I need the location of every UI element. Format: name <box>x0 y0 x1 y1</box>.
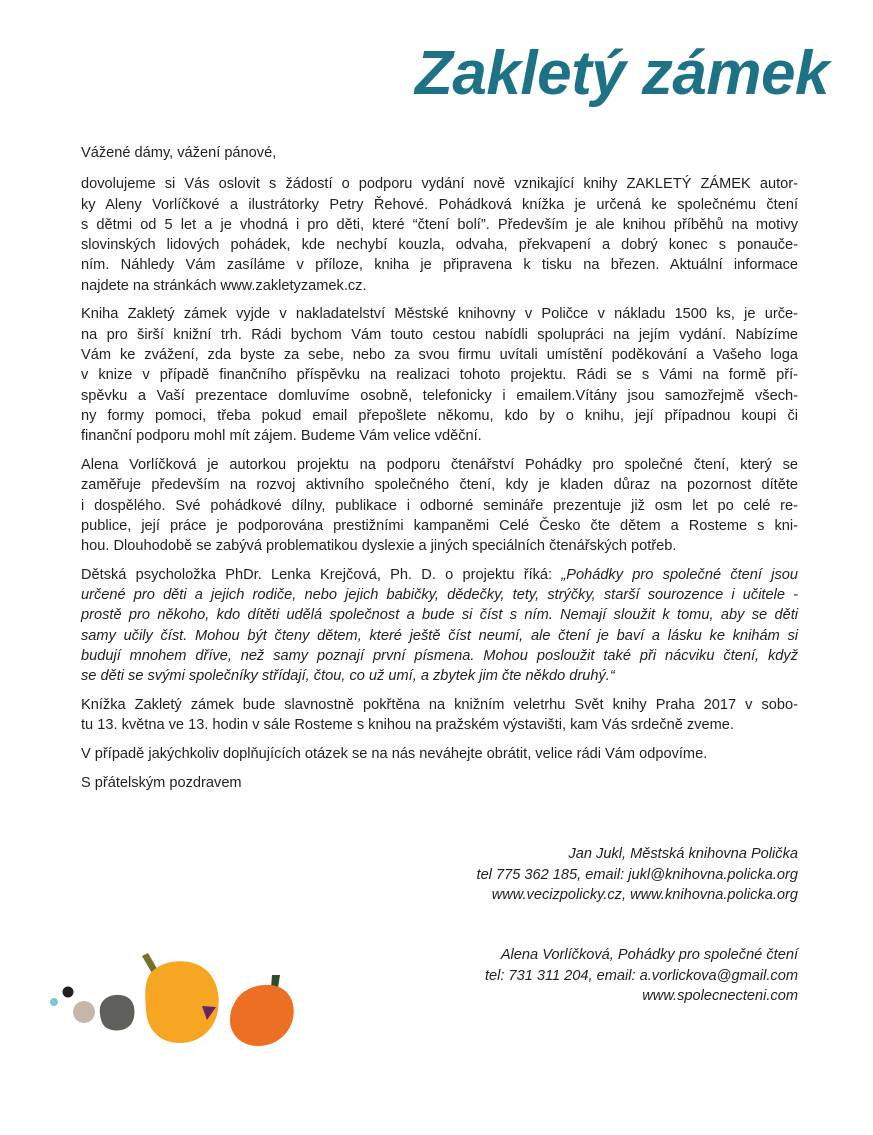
text-line: ny formy pomoci, třeba pokud email přepošlete někomu, kdo by o knihu, její případnou koupi či <box>81 407 798 424</box>
text-line: ním. Náhledy Vám zasíláme v příloze, kniha je připravena k tisku na březen. Aktuální informace <box>81 257 798 274</box>
text-line <box>81 565 798 585</box>
blue-dot <box>50 998 58 1006</box>
signature-name: Jan Jukl, Městská knihovna Polička <box>568 846 798 862</box>
text-line: Vám ke zvážení, zda byste za sebe, nebo za svou firmu uvítali umístění poděkování a Vašeho loga <box>81 347 798 364</box>
closing: S přátelským pozdravem <box>81 774 242 791</box>
paragraph-psychologist-quote <box>81 565 798 687</box>
quote-intro: Dětská psycholožka PhDr. Lenka Krejčová, Ph. D. o projektu říká: <box>81 566 562 583</box>
text-line: hou. Dlouhodobě se zabývá problematikou dyslexie a jiných speciálních čtenářských potřeb. <box>81 538 677 555</box>
quote-text: „Pohádky pro společné čtení jsou <box>561 566 798 583</box>
text-line: zaměřuje především na rozvoj aktivního společného čtení, kdy je kladen důraz na pozornost dítěte <box>81 477 798 494</box>
text-line: spěvku a Vaší prezentace domluvíme osobně, telefonicky i emailem.Vítány jsou samozřejmě všech- <box>81 387 798 404</box>
text-line: Alena Vorlíčková je autorkou projektu na podporu čtenářství Pohádky pro společné čtení, který se <box>81 456 798 473</box>
small-pumpkin <box>230 985 294 1046</box>
salutation: Vážené dámy, vážení pánové, <box>81 145 277 161</box>
text-line: i dospělého. Své pohádkové dílny, publikace i odborné semináře prezentuje již osm let po celé re- <box>81 497 798 514</box>
signature-web: www.spolecnecteni.com <box>642 988 798 1005</box>
text-line: Knížka Zakletý zámek bude slavnostně pokřtěna na knižním veletrhu Svět knihy Praha 2017 v sobo- <box>81 696 798 713</box>
paragraph-author <box>81 455 798 556</box>
signature-name: Alena Vorlíčková, Pohádky pro společné čtení <box>500 947 798 963</box>
text-line: finanční podporu mohl mít zájem. Budeme Vám velice vděční. <box>81 428 482 445</box>
text-line: publice, její práce je podporována prestižními kampaněmi Celé Česko čte dětem a Rosteme s kni- <box>81 517 798 534</box>
document-title: Zakletý zámek <box>415 39 829 108</box>
light-stone <box>73 1001 95 1023</box>
signature-web: www.vecizpolicky.cz, www.knihovna.policka.org <box>491 887 798 904</box>
signature-vorlickova <box>485 945 798 1007</box>
text-line: najdete na stránkách www.zakletyzamek.cz. <box>81 277 367 294</box>
quote-line: budují mnohem dříve, než samy poznají první písmena. Mohou posloužit také při nácviku čtení, když <box>81 648 798 664</box>
text-line: ky Aleny Vorlíčkové a ilustrátorky Petry Řehové. Pohádková knížka je určená ke společnému čtení <box>81 196 798 213</box>
quote-line: samy učily číst. Mohou být čteny dětem, které ještě číst neumí, ale čtení je baví a lásku ke knihám si <box>81 627 798 644</box>
pumpkins-illustration <box>44 946 304 1056</box>
paragraph-contact: V případě jakýchkoliv doplňujících otázek se na nás neváhejte obrátit, velice rádi Vám odpovíme. <box>81 745 708 762</box>
quote-line: prostě pro někoho, kdo dítěti udělá společnost a bude si číst s ním. Nemají sloužit k tomu, aby se děti <box>81 607 798 624</box>
text-line: v knize v případě finančního příspěvku na realizaci tohoto projektu. Rádi se s Vámi na formě pří- <box>81 367 798 384</box>
paragraph-publishing <box>81 304 798 446</box>
signature-jukl <box>477 844 798 906</box>
signature-contact: tel: 731 311 204, email: a.vorlickova@gmail.com <box>484 967 798 984</box>
text-line: dovolujeme si Vás oslovit s žádostí o podporu vydání nově vznikající knihy ZAKLETÝ ZÁMEK autor- <box>81 176 798 193</box>
signature-contact: tel 775 362 185, email: jukl@knihovna.policka.org <box>476 866 798 883</box>
quote-line: se děti se svými společníky střídají, čtou, co už umí, a zbytek jim čte někdo druhý.“ <box>81 668 615 685</box>
text-line: s dětmi od 5 let a je vhodná i pro děti, které “čtení bolí”. Především je ale knihou příběhů na motivy <box>81 216 798 233</box>
text-line: na pro širší knižní trh. Rádi bychom Vám touto cestou nabídli spolupráci na jejím vydání. Nabízíme <box>81 326 798 343</box>
quote-line: určené pro děti a jejich rodiče, nebo jejich babičky, dědečky, tety, strýčky, starší sourozence i učitele - <box>81 587 798 604</box>
black-dot <box>63 987 74 998</box>
large-pumpkin <box>145 961 218 1043</box>
text-line: slovinských lidových pohádek, kde nechybí kouzla, odvaha, překvapení a dobrý konec s ponauče- <box>81 237 798 254</box>
letter-body <box>81 143 798 801</box>
text-line: Kniha Zakletý zámek vyjde v nakladatelství Městské knihovny v Poličce v nákladu 1500 ks, je urče- <box>81 306 798 323</box>
paragraph-launch <box>81 695 798 736</box>
dark-stone <box>100 995 135 1031</box>
text-line: tu 13. května ve 13. hodin v sále Rosteme s knihou na pražském výstavišti, kam Vás srdečně zveme. <box>81 717 734 734</box>
paragraph-intro <box>81 174 798 296</box>
